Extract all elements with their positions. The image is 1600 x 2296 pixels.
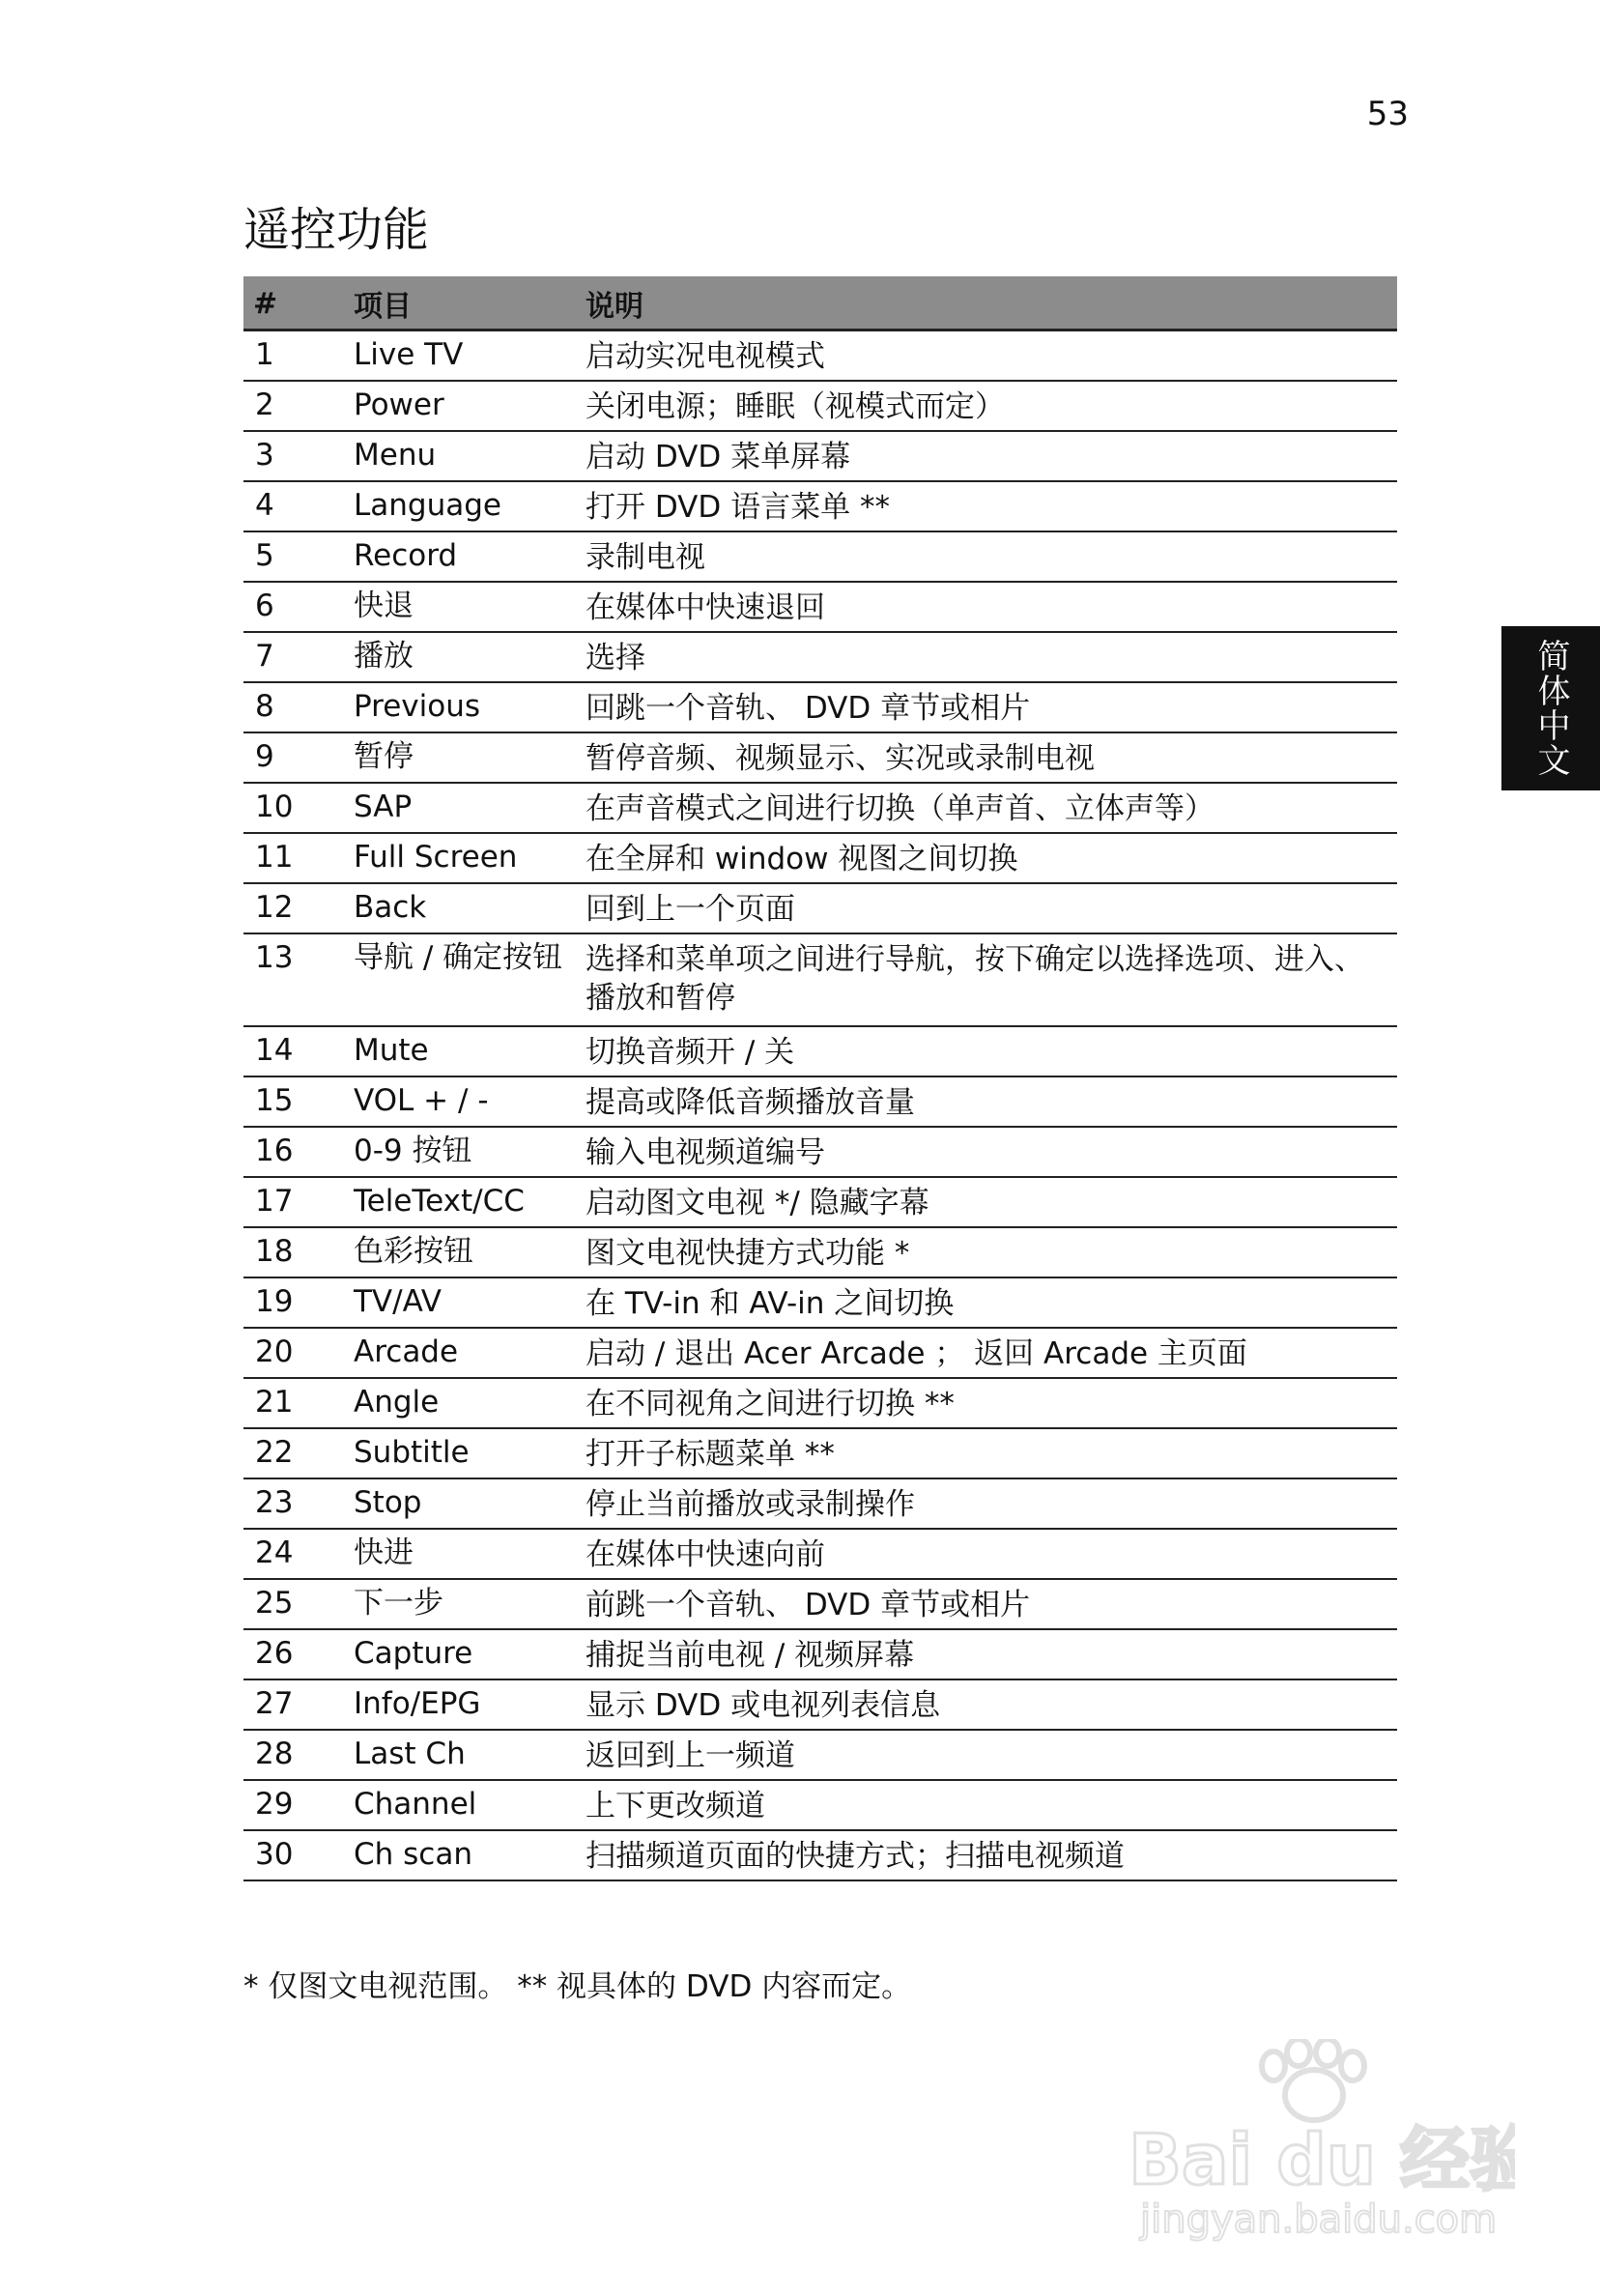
table-row	[243, 1478, 1397, 1529]
table-row	[243, 1780, 1397, 1830]
row-number: 30	[243, 1830, 344, 1880]
row-description: 启动 / 退出 Acer Arcade ； 返回 Arcade 主页面	[576, 1328, 1397, 1378]
row-number: 23	[243, 1478, 344, 1529]
row-description: 切换音频开 / 关	[576, 1026, 1397, 1076]
row-description: 启动 DVD 菜单屏幕	[576, 431, 1397, 481]
row-number: 3	[243, 431, 344, 481]
row-item: 播放	[344, 632, 576, 682]
row-description: 在声音模式之间进行切换（单声首、立体声等）	[576, 783, 1397, 833]
language-side-tab-label: 简体中文	[1531, 639, 1570, 778]
row-number: 15	[243, 1076, 344, 1127]
row-description: 在不同视角之间进行切换 **	[576, 1378, 1397, 1428]
row-number: 7	[243, 632, 344, 682]
row-number: 2	[243, 381, 344, 431]
row-item: Live TV	[344, 330, 576, 382]
row-number: 11	[243, 833, 344, 883]
row-number: 28	[243, 1730, 344, 1780]
row-description: 返回到上一频道	[576, 1730, 1397, 1780]
row-item: 色彩按钮	[344, 1227, 576, 1277]
row-item: Full Screen	[344, 833, 576, 883]
row-number: 10	[243, 783, 344, 833]
row-number: 22	[243, 1428, 344, 1478]
row-number: 24	[243, 1529, 344, 1579]
row-item: Arcade	[344, 1328, 576, 1378]
row-item: Ch scan	[344, 1830, 576, 1880]
row-item: Power	[344, 381, 576, 431]
row-description: 在媒体中快速退回	[576, 582, 1397, 632]
row-description: 输入电视频道编号	[576, 1127, 1397, 1177]
row-item: Capture	[344, 1629, 576, 1679]
row-description: 停止当前播放或录制操作	[576, 1478, 1397, 1529]
row-item: Angle	[344, 1378, 576, 1428]
row-item: Stop	[344, 1478, 576, 1529]
row-description: 上下更改频道	[576, 1780, 1397, 1830]
table-row	[243, 481, 1397, 531]
row-description: 前跳一个音轨、 DVD 章节或相片	[576, 1579, 1397, 1629]
row-description: 提高或降低音频播放音量	[576, 1076, 1397, 1127]
table-row	[243, 1579, 1397, 1629]
table-row	[243, 431, 1397, 481]
table-row	[243, 1529, 1397, 1579]
table-row	[243, 933, 1397, 1026]
row-number: 5	[243, 531, 344, 582]
row-description: 打开子标题菜单 **	[576, 1428, 1397, 1478]
row-description: 在全屏和 window 视图之间切换	[576, 833, 1397, 883]
row-number: 19	[243, 1277, 344, 1328]
row-item: 下一步	[344, 1579, 576, 1629]
row-number: 1	[243, 330, 344, 382]
table-row	[243, 1328, 1397, 1378]
row-item: 暂停	[344, 732, 576, 783]
row-item: Back	[344, 883, 576, 933]
paw-icon	[1262, 2039, 1364, 2120]
baidu-logo	[1129, 2039, 1515, 2242]
language-side-tab	[1501, 626, 1600, 790]
footnote: * 仅图文电视范围。 ** 视具体的 DVD 内容而定。	[243, 1969, 912, 2004]
table-row	[243, 1277, 1397, 1328]
row-description: 启动图文电视 */ 隐藏字幕	[576, 1177, 1397, 1227]
row-description: 图文电视快捷方式功能 *	[576, 1227, 1397, 1277]
row-number: 6	[243, 582, 344, 632]
row-description: 在 TV-in 和 AV-in 之间切换	[576, 1277, 1397, 1328]
row-item: 快退	[344, 582, 576, 632]
table-row	[243, 632, 1397, 682]
row-description: 捕捉当前电视 / 视频屏幕	[576, 1629, 1397, 1679]
table-row	[243, 1227, 1397, 1277]
row-description: 暂停音频、视频显示、实况或录制电视	[576, 732, 1397, 783]
row-description: 录制电视	[576, 531, 1397, 582]
row-number: 17	[243, 1177, 344, 1227]
row-number: 8	[243, 682, 344, 732]
table-row	[243, 1830, 1397, 1880]
row-description: 打开 DVD 语言菜单 **	[576, 481, 1397, 531]
row-description: 关闭电源；睡眠（视模式而定）	[576, 381, 1397, 431]
table-row	[243, 1076, 1397, 1127]
row-description: 选择和菜单项之间进行导航，按下确定以选择选项、进入、播放和暂停	[576, 933, 1397, 1026]
watermark-url: jingyan.baidu.com	[1140, 2197, 1498, 2242]
row-item: Language	[344, 481, 576, 531]
row-description: 显示 DVD 或电视列表信息	[576, 1679, 1397, 1730]
header-item: 项目	[344, 276, 576, 330]
row-item: Previous	[344, 682, 576, 732]
table-row	[243, 783, 1397, 833]
row-number: 16	[243, 1127, 344, 1177]
table-row	[243, 1127, 1397, 1177]
row-number: 25	[243, 1579, 344, 1629]
remote-function-table	[243, 276, 1397, 1881]
row-description: 在媒体中快速向前	[576, 1529, 1397, 1579]
row-number: 18	[243, 1227, 344, 1277]
row-item: Menu	[344, 431, 576, 481]
row-number: 4	[243, 481, 344, 531]
row-number: 12	[243, 883, 344, 933]
row-item: 导航 / 确定按钮	[344, 933, 576, 1026]
table-row	[243, 1679, 1397, 1730]
table-row	[243, 732, 1397, 783]
row-description: 启动实况电视模式	[576, 330, 1397, 382]
table-row	[243, 1378, 1397, 1428]
table-row	[243, 1428, 1397, 1478]
row-item: 快进	[344, 1529, 576, 1579]
table-row	[243, 582, 1397, 632]
table-header-row	[243, 276, 1397, 330]
table-row	[243, 531, 1397, 582]
row-number: 27	[243, 1679, 344, 1730]
row-item: VOL + / -	[344, 1076, 576, 1127]
table-row	[243, 1026, 1397, 1076]
row-item: 0-9 按钮	[344, 1127, 576, 1177]
row-description: 选择	[576, 632, 1397, 682]
row-number: 9	[243, 732, 344, 783]
row-item: Info/EPG	[344, 1679, 576, 1730]
table-row	[243, 883, 1397, 933]
table-row	[243, 1629, 1397, 1679]
row-item: Subtitle	[344, 1428, 576, 1478]
row-item: TV/AV	[344, 1277, 576, 1328]
row-item: Channel	[344, 1780, 576, 1830]
row-item: Record	[344, 531, 576, 582]
watermark-brand: Bai du 经验	[1129, 2119, 1515, 2200]
row-number: 29	[243, 1780, 344, 1830]
table-row	[243, 330, 1397, 382]
row-description: 回到上一个页面	[576, 883, 1397, 933]
row-item: Last Ch	[344, 1730, 576, 1780]
row-item: Mute	[344, 1026, 576, 1076]
row-item: SAP	[344, 783, 576, 833]
row-item: TeleText/CC	[344, 1177, 576, 1227]
row-number: 14	[243, 1026, 344, 1076]
section-title: 遥控功能	[243, 203, 430, 257]
row-number: 13	[243, 933, 344, 1026]
row-description: 扫描频道页面的快捷方式；扫描电视频道	[576, 1830, 1397, 1880]
row-number: 20	[243, 1328, 344, 1378]
table-row	[243, 381, 1397, 431]
table-row	[243, 1730, 1397, 1780]
row-number: 21	[243, 1378, 344, 1428]
table-row	[243, 1177, 1397, 1227]
table-row	[243, 833, 1397, 883]
page-number: 53	[1366, 95, 1409, 133]
row-number: 26	[243, 1629, 344, 1679]
row-description: 回跳一个音轨、 DVD 章节或相片	[576, 682, 1397, 732]
baidu-jingyan-watermark	[1129, 2039, 1515, 2242]
header-description: 说明	[576, 276, 1397, 330]
table-row	[243, 682, 1397, 732]
header-number: #	[243, 276, 344, 330]
